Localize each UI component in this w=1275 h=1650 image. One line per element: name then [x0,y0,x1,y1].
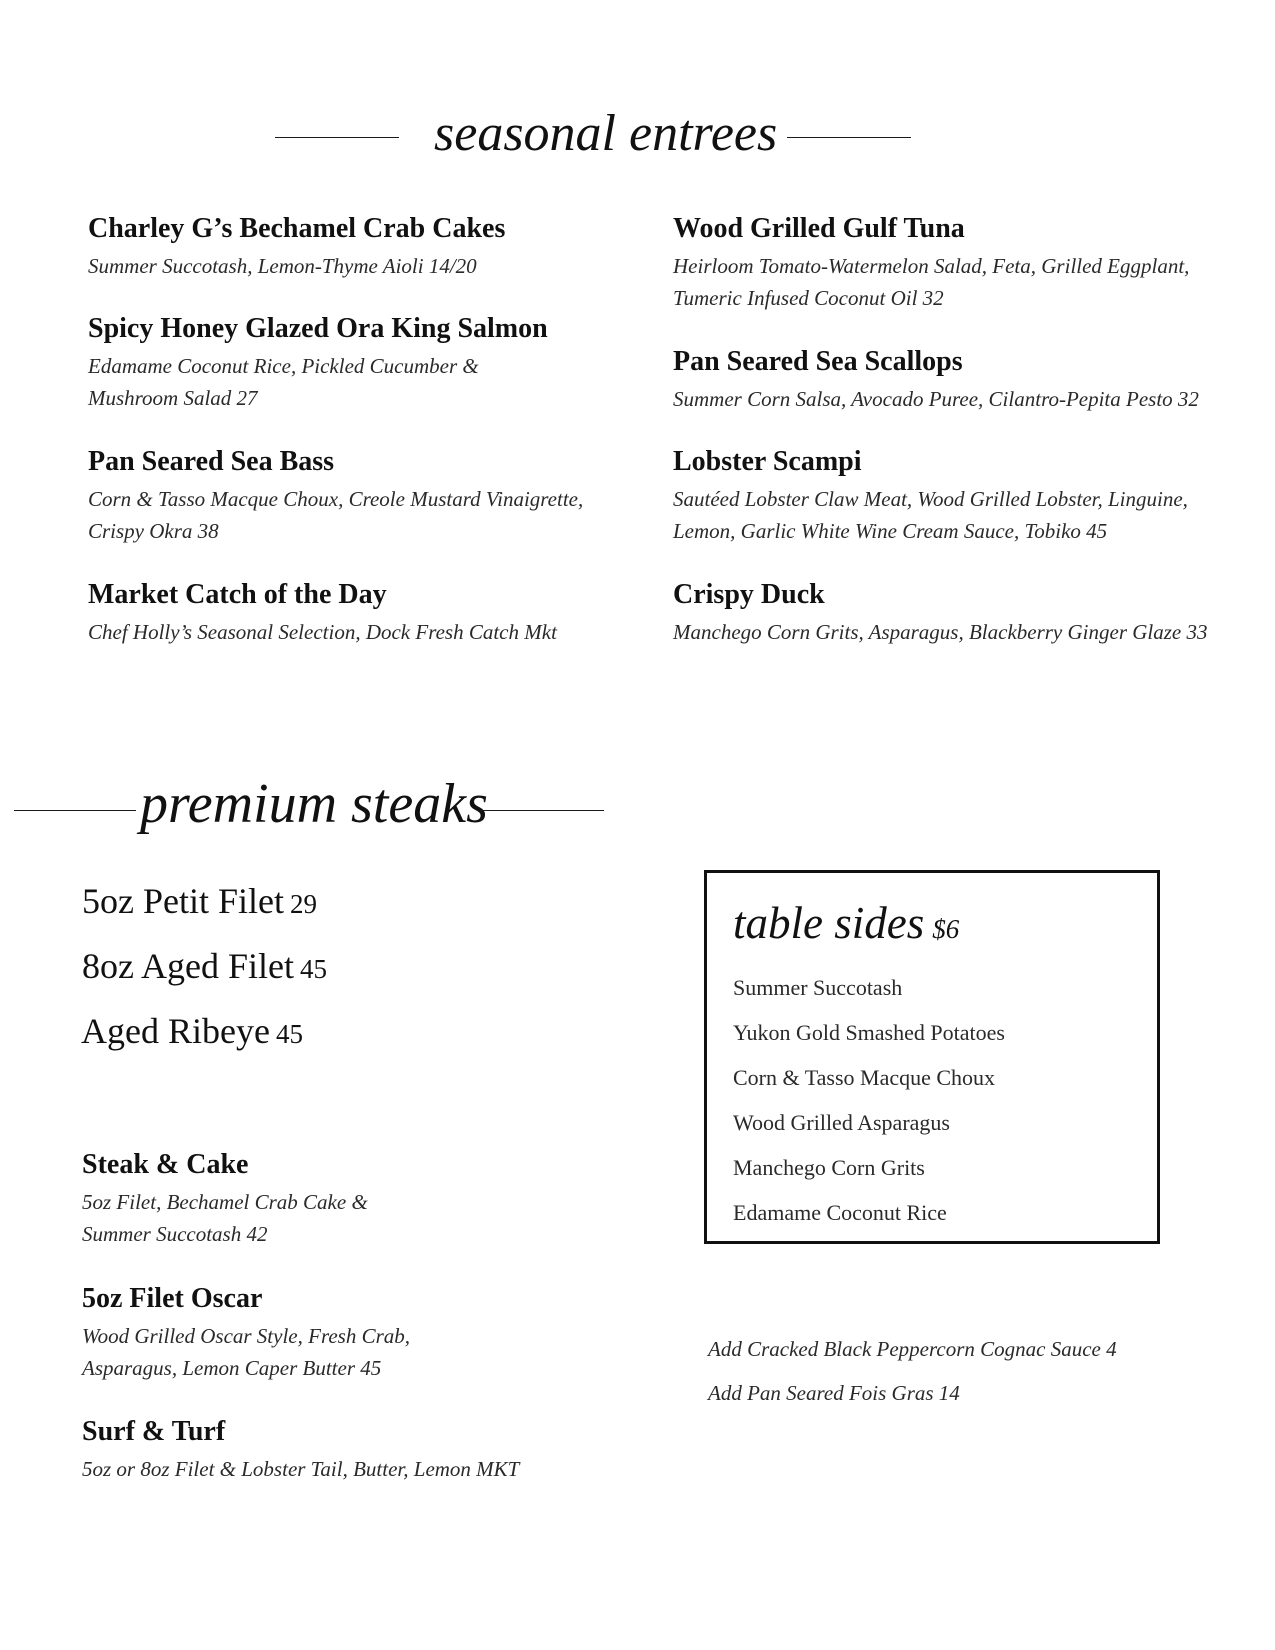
side-item: Summer Succotash [733,975,903,1000]
steak-price: 45 [299,954,327,984]
item-name: Lobster Scampi [673,446,862,477]
item-description: Summer Succotash, Lemon-Thyme Aioli 14/20 [88,254,477,278]
premium-steaks-title: premium steaks [140,773,488,835]
sides-price: $6 [932,914,960,944]
steak-name: Aged Ribeye [81,1011,270,1051]
menu-item [673,345,1199,415]
item-name: 5oz Filet Oscar [82,1283,263,1314]
menu-item [673,445,1188,547]
item-description: Sautéed Lobster Claw Meat, Wood Grilled Lobster, Linguine, Lemon, Garlic White Wine Cream Sauce, Tobiko 45 [673,487,1188,543]
title-rule-left [275,137,399,138]
steak-price: 29 [290,889,317,919]
sides-list [733,973,1005,1243]
item-name: Pan Seared Sea Scallops [673,346,963,377]
item-name: Surf & Turf [82,1416,226,1447]
addon-item: Add Cracked Black Peppercorn Cognac Sauce 4 [708,1337,1117,1361]
menu-item [673,578,1208,648]
item-description: Summer Corn Salsa, Avocado Puree, Cilantro-Pepita Pesto 32 [673,387,1199,411]
side-item: Edamame Coconut Rice [733,1200,947,1225]
table-sides-box [704,870,1160,1244]
steak-item [81,1010,303,1052]
menu-item [88,212,505,282]
item-description: Corn & Tasso Macque Choux, Creole Mustard Vinaigrette, Crispy Okra 38 [88,487,584,543]
table-sides-title [733,897,959,949]
item-description: Edamame Coconut Rice, Pickled Cucumber & Mushroom Salad 27 [88,354,479,410]
menu-item [673,212,1189,314]
item-name: Crispy Duck [673,579,825,610]
item-name: Pan Seared Sea Bass [88,446,335,477]
item-name: Steak & Cake [82,1149,249,1180]
title-rule-right [480,810,604,811]
seasonal-entrees-title: seasonal entrees [434,105,778,162]
steak-name: 5oz Petit Filet [82,881,284,921]
item-name: Wood Grilled Gulf Tuna [673,213,965,244]
menu-item [82,1415,519,1485]
title-rule-right [787,137,911,138]
addon-item: Add Pan Seared Fois Gras 14 [708,1381,960,1405]
menu-item [82,1148,368,1250]
item-description: 5oz Filet, Bechamel Crab Cake & Summer Succotash 42 [82,1190,368,1246]
item-description: Chef Holly’s Seasonal Selection, Dock Fresh Catch Mkt [88,620,557,644]
menu-item [88,578,557,648]
menu-item [88,445,583,547]
item-name: Market Catch of the Day [88,579,387,610]
steak-item [82,880,317,922]
item-name: Spicy Honey Glazed Ora King Salmon [88,313,548,344]
steak-price: 45 [275,1019,303,1049]
menu-item [82,1282,410,1384]
sides-heading: table sides [733,898,925,948]
item-name: Charley G’s Bechamel Crab Cakes [88,213,506,244]
item-description: Wood Grilled Oscar Style, Fresh Crab, Asparagus, Lemon Caper Butter 45 [82,1324,411,1380]
side-item: Wood Grilled Asparagus [733,1110,950,1135]
side-item: Yukon Gold Smashed Potatoes [733,1020,1005,1045]
item-description: Heirloom Tomato-Watermelon Salad, Feta, Grilled Eggplant, Tumeric Infused Coconut Oil 32 [673,254,1190,310]
steak-item [82,945,327,987]
side-item: Corn & Tasso Macque Choux [733,1065,996,1090]
title-rule-left [14,810,136,811]
steak-name: 8oz Aged Filet [82,946,294,986]
side-item: Manchego Corn Grits [733,1155,925,1180]
item-description: 5oz or 8oz Filet & Lobster Tail, Butter, Lemon MKT [82,1457,520,1481]
menu-item [88,312,548,414]
item-description: Manchego Corn Grits, Asparagus, Blackberry Ginger Glaze 33 [673,620,1208,644]
